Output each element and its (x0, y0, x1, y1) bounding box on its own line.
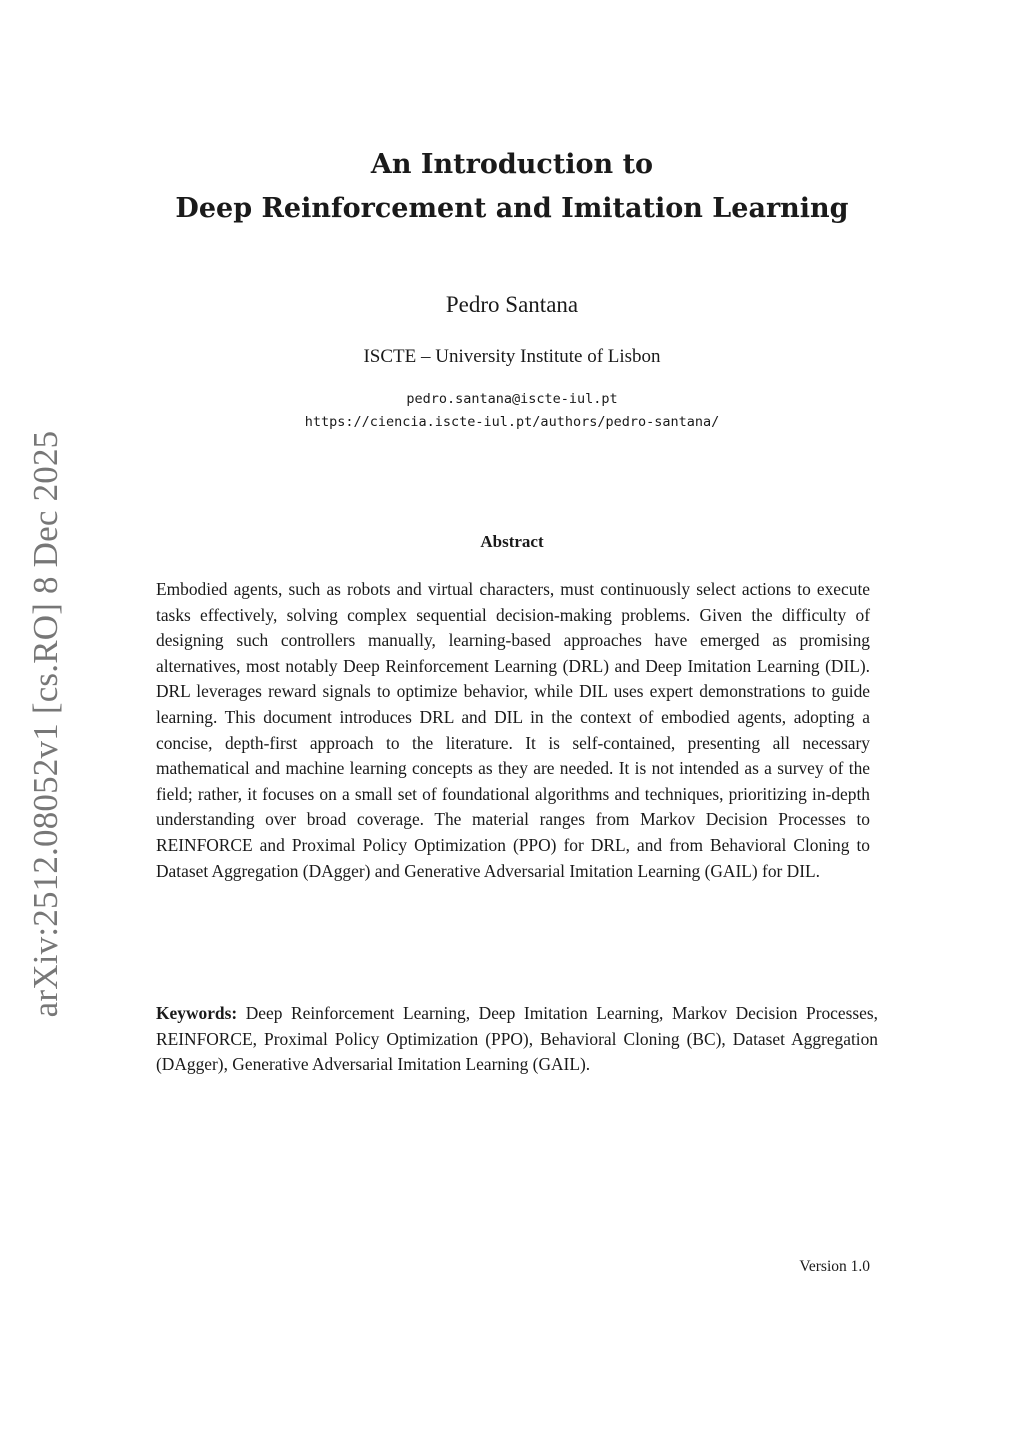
arxiv-identifier-stamp: arXiv:2512.08052v1 [cs.RO] 8 Dec 2025 (26, 430, 65, 1018)
keywords-text: Deep Reinforcement Learning, Deep Imitation Learning, Markov Decision Processes, REINFORCE, Proximal Policy Optimization (PPO), Behavioral Cloning (BC), Dataset Aggregation (DAgger), Generative Adversarial Imitation Learning (GAIL). (156, 1003, 878, 1075)
paper-title (0, 143, 1024, 231)
title-line-2: Deep Reinforcement and Imitation Learning (175, 193, 849, 224)
author-email[interactable]: pedro.santana@iscte-iul.pt (406, 391, 618, 407)
abstract-heading: Abstract (480, 532, 544, 551)
author-name: Pedro Santana (445, 292, 579, 317)
version-label: Version 1.0 (799, 1258, 870, 1275)
abstract-text: Embodied agents, such as robots and virtual characters, must continuously select actions to execute tasks effectively, solving complex sequential decision-making problems. Given the difficulty of designing such controllers manually, learning-based approaches have emerged as promising alternatives, most notably Deep Reinforcement Learning (DRL) and Deep Imitation Learning (DIL). DRL leverages reward signals to optimize behavior, while DIL uses expert demonstrations to guide learning. This document introduces DRL and DIL in the context of embodied agents, adopting a concise, depth-first approach to the literature. It is self-contained, presenting all necessary mathematical and machine learning concepts as they are needed. It is not intended as a survey of the field; rather, it focuses on a small set of foundational algorithms and techniques, prioritizing in-depth understanding over broad coverage. The material ranges from Markov Decision Processes to REINFORCE and Proximal Policy Optimization (PPO) for DRL, and from Behavioral Cloning to Dataset Aggregation (DAgger) and Generative Adversarial Imitation Learning (GAIL) for DIL. (156, 579, 870, 881)
author-contact (0, 388, 1024, 434)
author-url[interactable]: https://ciencia.iscte-iul.pt/authors/pedro-santana/ (304, 414, 720, 430)
title-line-1: An Introduction to (370, 149, 654, 180)
keywords-label: Keywords: (156, 1003, 238, 1023)
keywords-section (156, 1001, 878, 1078)
author-affiliation: ISCTE – University Institute of Lisbon (363, 346, 661, 367)
